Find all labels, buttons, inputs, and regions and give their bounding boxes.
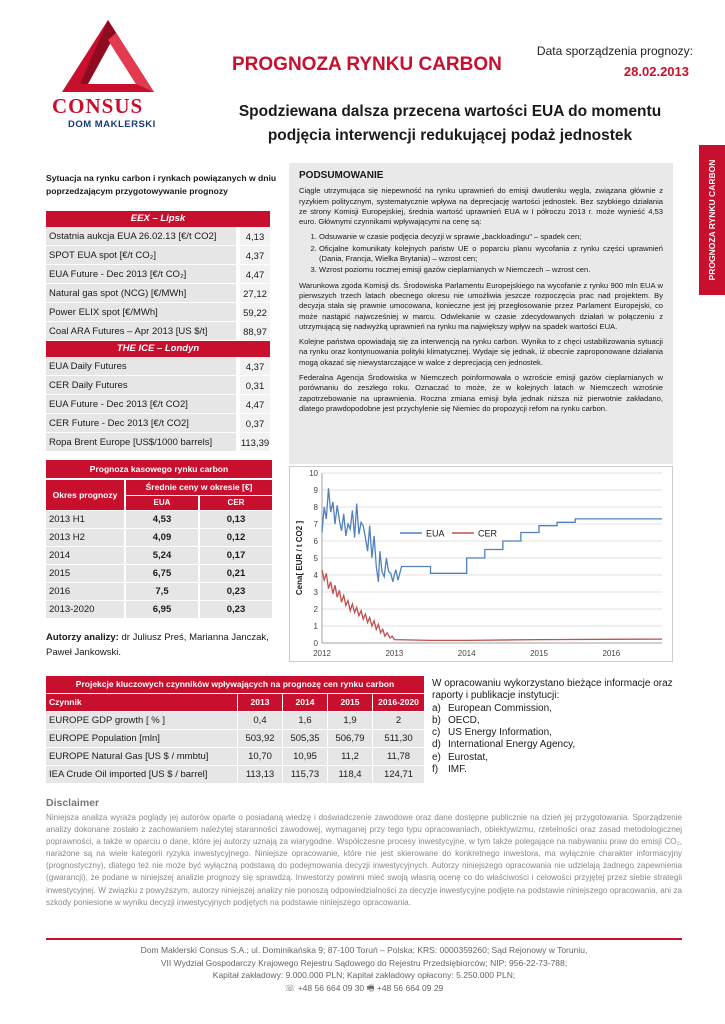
forecast-period: 2013 H1 (46, 511, 124, 528)
forecast-row (46, 511, 272, 528)
projections-cell: 115,73 (283, 766, 327, 783)
forecast-row (46, 529, 272, 546)
projections-cell: 118,4 (328, 766, 372, 783)
period-header: Okres prognozy (46, 480, 124, 510)
projections-cell: 2 (373, 712, 424, 729)
forecast-period: 2014 (46, 547, 124, 564)
market-row (46, 322, 270, 341)
market-row (46, 246, 270, 265)
summary-paragraph-2: Warunkowa zgoda Komisji ds. Środowiska Parlamentu Europejskiego na wycofanie z rynku 900 mln EUA w pierwszych trzech latach obecnego okresu nie umożliwia jeszcze rozpoczęcia prac nad projektem. By decyzja stała się prawnie umocowana, konieczne jest jej przegłosowanie przez Parlament Europejski, co może nastąpić najwcześniej w marcu. Odwlekanie w czasie zdecydowanych działań w połączeniu z utrzymującą się nadwyżką uprawnień na rynku ma największy wpływ na spadek wartości EUA. (299, 280, 663, 331)
footer (46, 944, 682, 994)
y-tick-label: 3 (313, 588, 318, 597)
avg-price-header: Średnie ceny w okresie [€] (126, 480, 272, 495)
forecast-eua: 6,75 (126, 565, 198, 582)
x-tick-label: 2014 (457, 649, 476, 658)
cer-col-header: CER (200, 496, 272, 510)
market-row-label: EUA Daily Futures (46, 357, 236, 375)
consus-logo (48, 18, 168, 128)
source-name: US Energy Information, (448, 727, 552, 739)
projections-header-cell: 2016-2020 (373, 694, 424, 711)
forecast-cer: 0,23 (200, 601, 272, 618)
market-row-label: Coal ARA Futures – Apr 2013 [US $/t] (46, 322, 236, 340)
source-key: f) (432, 764, 439, 776)
forecast-row (46, 547, 272, 564)
market-row (46, 227, 270, 246)
source-name: IMF. (448, 764, 467, 776)
market-row-label: CER Daily Futures (46, 376, 236, 394)
source-name: International Energy Agency, (448, 739, 576, 751)
market-row (46, 284, 270, 303)
y-tick-label: 0 (313, 639, 318, 648)
forecast-period: 2015 (46, 565, 124, 582)
sources-intro: W opracowaniu wykorzystano bieżące informacje oraz raporty i publikacje instytucji: (432, 678, 673, 702)
forecast-period: 2013-2020 (46, 601, 124, 618)
projections-cell: 113,13 (238, 766, 282, 783)
projections-cell: 124,71 (373, 766, 424, 783)
sources (432, 678, 682, 776)
forecast-eua: 4,53 (126, 511, 198, 528)
summary-factor: 3. Wzrost poziomu rocznej emisji gazów cieplarnianych w Niemczech – wzrost cen. (319, 265, 663, 275)
projections-title: Projekcje kluczowych czynników wpływających na prognozę cen rynku carbon (46, 676, 424, 693)
market-section-title: Sytuacja na rynku carbon i rynkach powiązanych w dniu poprzedzającym przygotowywanie prognozy (46, 173, 277, 196)
footer-line-2: VII Wydział Gospodarczy Krajowego Rejestru Sądowego do Rejestru Przedsiębiorców; NIP: 956-22-73-788; (160, 957, 568, 968)
headline (200, 100, 700, 148)
x-tick-label: 2015 (530, 649, 548, 658)
forecast-table (46, 460, 272, 618)
date-label: Data sporządzenia prognozy: (536, 44, 693, 58)
summary-box (289, 163, 673, 464)
y-axis-label: Cena[ EUR / t CO2 ] (295, 520, 304, 596)
footer-divider (46, 938, 682, 940)
summary-paragraph-1: Ciągle utrzymująca się niepewność na rynku uprawnień do emisji dwutlenku węgla, związana głównie z ryzykiem politycznym, systematycznie wpływa na deprecjację wartości jednostek. Bez szybkiego działania ze strony Komisji Europejskiej, średnia wartość uprawnień EUA w I półroczu 2013 r. może wynieść 4,53 euro. Głównymi czynnikami wpływającymi na cenę są: (299, 186, 663, 227)
projections-cell: 511,30 (373, 730, 424, 747)
forecast-period: 2013 H2 (46, 529, 124, 546)
market-row-label: EUA Future - Dec 2013 [€/t CO₂] (46, 265, 236, 283)
market-row (46, 395, 270, 414)
footer-line-1: Dom Maklerski Consus S.A.; ul. Dominikańska 9; 87-100 Toruń – Polska; KRS: 0000359260; Sąd Rejonowy w Toruniu, (140, 945, 588, 955)
y-tick-label: 10 (309, 469, 318, 478)
headline-line-1: Spodziewana dalsza przecena wartości EUA do momentu (238, 103, 662, 120)
side-tab (699, 145, 725, 295)
source-item (432, 752, 682, 764)
x-tick-label: 2012 (313, 649, 331, 658)
market-row-value: 0,37 (236, 414, 270, 432)
source-item (432, 715, 682, 727)
forecast-body (46, 511, 272, 618)
forecast-eua: 6,95 (126, 601, 198, 618)
source-item (432, 739, 682, 751)
forecast-cer: 0,12 (200, 529, 272, 546)
projections-cell: 0,4 (238, 712, 282, 729)
market-table (46, 211, 270, 452)
forecast-row (46, 565, 272, 582)
market-row-value: 88,97 (236, 322, 270, 340)
projections-header-cell: 2015 (328, 694, 372, 711)
projections-cell: 505,35 (283, 730, 327, 747)
summary-factor: 2. Oficjalne komunikaty kolejnych państw UE o poparciu planu wycofania z rynku części uprawnień (Dania, Francja, Wielka Brytania) – wzrost cen; (319, 244, 663, 265)
triangle-logo-icon (58, 18, 158, 96)
projections-row (46, 712, 424, 729)
projections-cell: EUROPE Population [mln] (46, 730, 237, 747)
y-tick-label: 6 (313, 537, 318, 546)
eua-col-header: EUA (126, 496, 198, 510)
market-row-value: 4,47 (236, 395, 270, 413)
projections-cell: 10,70 (238, 748, 282, 765)
projections-cell: EUROPE Natural Gas [US $ / mmbtu] (46, 748, 237, 765)
summary-factor-list (319, 232, 663, 275)
projections-cell: 11,78 (373, 748, 424, 765)
market-row-value: 0,31 (236, 376, 270, 394)
x-tick-label: 2016 (602, 649, 621, 658)
forecast-eua: 7,5 (126, 583, 198, 600)
forecast-cer: 0,17 (200, 547, 272, 564)
projections-header-cell: 2013 (238, 694, 282, 711)
projections-row (46, 730, 424, 747)
y-tick-label: 4 (313, 571, 318, 580)
logo-name: CONSUS (52, 94, 144, 118)
summary-paragraph-4: Federalna Agencja Środowiska w Niemczech poinformowała o wzroście emisji gazów cieplarnianych w porównaniu do zeszłego roku. Oznaczać to może, że w kolejnych latach w Niemczech wzrośnie zapotrzebowanie na uprawnienia. Roczna zmiana emisji była jednak niższa niż pierwotnie zakładano, dlatego prawdopodobne jest przychylenie się Niemiec do propozycji refom na rynku carbon. (299, 373, 663, 413)
x-tick-label: 2013 (385, 649, 404, 658)
market-row-value: 4,37 (236, 357, 270, 375)
market-row (46, 376, 270, 395)
authors-names: dr Juliusz Preś, Marianna Janczak, Paweł Jankowski. (46, 632, 269, 658)
y-tick-label: 5 (313, 554, 318, 563)
projections-cell: 10,95 (283, 748, 327, 765)
y-tick-label: 8 (313, 503, 318, 512)
summary-paragraph-3: Kolejne państwa opowiadają się za interwencją na rynku carbon. Wynika to z chęci ustabilizowania sytuacji na rynku oraz kontynuowania polityki klimatycznej. Wydaje się jednak, iż obecnie zaproponowane działania mogą okazać się niewystarczające w walce z deprecjacją cen jednostek. (299, 337, 663, 367)
projections-cell: 11,2 (328, 748, 372, 765)
projections-cell: 1,9 (328, 712, 372, 729)
forecast-header (46, 480, 272, 510)
market-row-label: EUA Future - Dec 2013 [€/t CO2] (46, 395, 236, 413)
projections-body (46, 694, 424, 783)
projections-header-cell: 2014 (283, 694, 327, 711)
source-name: European Commission, (448, 702, 552, 714)
market-group-header: EEX – Lipsk (46, 211, 270, 227)
authors-label: Autorzy analizy: (46, 632, 119, 643)
market-row-label: SPOT EUA spot [€/t CO₂] (46, 246, 236, 264)
logo-subtitle: DOM MAKLERSKI (68, 119, 156, 130)
y-tick-label: 2 (313, 605, 318, 614)
date-value: 28.02.2013 (623, 64, 689, 79)
source-key: d) (432, 739, 441, 751)
legend-label-eua: EUA (426, 528, 445, 539)
side-tab-label: PROGNOZA RYNKU CARBON (707, 159, 717, 281)
source-item (432, 703, 682, 715)
forecast-eua: 4,09 (126, 529, 198, 546)
source-key: c) (432, 727, 441, 739)
market-row-value: 113,39 (236, 433, 270, 451)
market-row (46, 357, 270, 376)
forecast-eua: 5,24 (126, 547, 198, 564)
source-name: Eurostat, (448, 751, 489, 763)
authors (46, 630, 286, 660)
projections-header-cell: Czynnik (46, 694, 237, 711)
price-chart-svg (290, 467, 674, 663)
market-row (46, 265, 270, 284)
projections-cell: IEA Crude Oil imported [US $ / barrel] (46, 766, 237, 783)
source-name: OECD, (448, 714, 480, 726)
projections-row (46, 766, 424, 783)
y-tick-label: 1 (313, 622, 318, 631)
y-tick-label: 7 (313, 520, 318, 529)
series-line-cer (322, 570, 662, 641)
market-row-label: Power ELIX spot [€/MWh] (46, 303, 236, 321)
summary-factor: 1. Odsuwanie w czasie podjęcia decyzji w sprawie „backloadingu" – spadek cen; (319, 232, 663, 242)
document-title: PROGNOZA RYNKU CARBON (232, 54, 502, 75)
summary-title: PODSUMOWANIE (299, 170, 384, 181)
projections-cell: 506,79 (328, 730, 372, 747)
market-row (46, 433, 270, 452)
forecast-title: Prognoza kasowego rynku carbon (46, 460, 272, 478)
forecast-period: 2016 (46, 583, 124, 600)
market-row-value: 4,13 (236, 227, 270, 245)
footer-line-3: Kapitał zakładowy: 9.000.000 PLN; Kapitał zakładowy opłacony: 5.250.000 PLN; (212, 970, 516, 981)
projections-header-row (46, 694, 424, 711)
source-key: e) (432, 751, 441, 763)
projections-table (46, 676, 424, 783)
source-item (432, 764, 682, 776)
market-group-header: THE ICE – Londyn (46, 341, 270, 357)
market-row (46, 414, 270, 433)
forecast-cer: 0,23 (200, 583, 272, 600)
disclaimer-text: Niniejsza analiza wyraża poglądy jej autorów oparte o posiadaną wiedzę i doświadczenie zawodowe oraz dane dostępne publicznie na dzień jej przygotowania. Sporządzenie analizy dokonane zostało z zachowaniem należytej staranności zawodowej, wymaganej przy tego typu opracowaniach, obiektywizmu, rzetelności oraz zasad metodologicznej poprawności, a także w oparciu o dane, które jej autorzy uznają za wiarygodne. Współczesne procesy inwestycyjne, w tym także polegające na nabywaniu praw do emisji CO₂, narażone są na wiele kategorii ryzyka inwestycyjnego. Niniejsze opracowanie, które nie jest skierowane do konkretnego inwestora, ma wyłącznie charakter informacyjny (prognostyczny), dlatego też nie może być wyłączną podstawą do podejmowania decyzji inwestycyjnych. Autorzy niniejszego opracowania nie udzielają żadnego zapewnienia (gwarancji), że podane w niniejszej analizie prognozy się sprawdzą. Inwestorzy powinni mieć swoją własną ocenę co do właściwości i celowości przyjętej przez siebie strategii inwestycyjnej. W związku z powyższym, autorzy niniejszej analizy nie ponoszą odpowiedzialności za decyzje inwestycyjne podjęte na podstawie niniejszego opracowania, ani za szkody poniesione w wyniku decyzji inwestycyjnych podjętych na podstawie niniejszego opracowania. (46, 813, 682, 907)
disclaimer-title: Disclaimer (46, 797, 100, 809)
forecast-row (46, 601, 272, 618)
price-chart (289, 466, 673, 662)
source-key: a) (432, 702, 441, 714)
market-row-value: 4,47 (236, 265, 270, 283)
market-row-value: 4,37 (236, 246, 270, 264)
sources-list (432, 703, 682, 777)
forecast-cer: 0,13 (200, 511, 272, 528)
source-key: b) (432, 714, 441, 726)
legend-label-cer: CER (478, 528, 498, 539)
headline-line-2: podjęcia interwencji redukującej podaż jednostek (267, 127, 633, 144)
projections-row (46, 748, 424, 765)
forecast-cer: 0,21 (200, 565, 272, 582)
footer-line-4: ☏ +48 56 664 09 30 🖷 +48 56 664 09 29 (284, 982, 444, 993)
projections-cell: 503,92 (238, 730, 282, 747)
source-item (432, 727, 682, 739)
projections-cell: EUROPE GDP growth [ % ] (46, 712, 237, 729)
market-row-value: 27,12 (236, 284, 270, 302)
market-row-label: Ropa Brent Europe [US$/1000 barrels] (46, 433, 236, 451)
projections-cell: 1,6 (283, 712, 327, 729)
forecast-row (46, 583, 272, 600)
market-row-label: Ostatnia aukcja EUA 26.02.13 [€/t CO2] (46, 227, 236, 245)
market-row (46, 303, 270, 322)
market-row-label: Natural gas spot (NCG) [€/MWh] (46, 284, 236, 302)
market-row-label: CER Future - Dec 2013 [€/t CO2] (46, 414, 236, 432)
market-row-value: 59,22 (236, 303, 270, 321)
y-tick-label: 9 (313, 486, 318, 495)
